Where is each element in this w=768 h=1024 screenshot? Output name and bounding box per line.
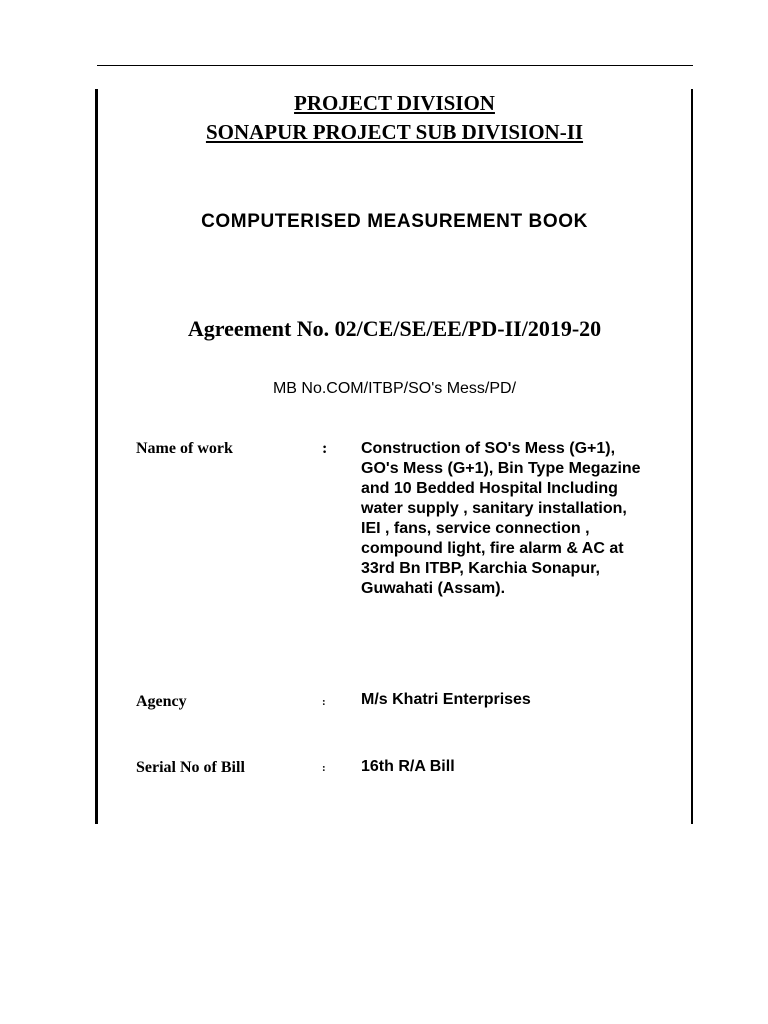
agreement-number: Agreement No. 02/CE/SE/EE/PD-II/2019-20 [187,316,602,341]
division-heading: PROJECT DIVISION [294,91,495,115]
agency-value: M/s Khatri Enterprises [361,691,531,708]
left-border [95,89,98,824]
work-label: Name of work [136,440,233,457]
sub-division-heading: SONAPUR PROJECT SUB DIVISION-II [205,120,584,144]
mb-number: MB No.COM/ITBP/SO's Mess/PD/ [272,380,517,397]
bill-separator: : [322,762,326,774]
bill-value: 16th R/A Bill [361,758,455,775]
top-rule [97,65,693,66]
agency-separator: : [322,696,326,708]
bill-label: Serial No of Bill [136,759,245,776]
agency-label: Agency [136,693,187,710]
work-separator: : [322,440,328,457]
work-description: Construction of SO's Mess (G+1), GO's Mess (G+1), Bin Type Megazine and 10 Bedded Hospital Including water supply , sanitary installation, IEI , fans, service connection , compound light, fire alarm & AC at 33rd Bn ITBP, Karchia Sonapur, Guwahati (Assam). [361,440,641,597]
book-title: COMPUTERISED MEASUREMENT BOOK [201,211,588,232]
